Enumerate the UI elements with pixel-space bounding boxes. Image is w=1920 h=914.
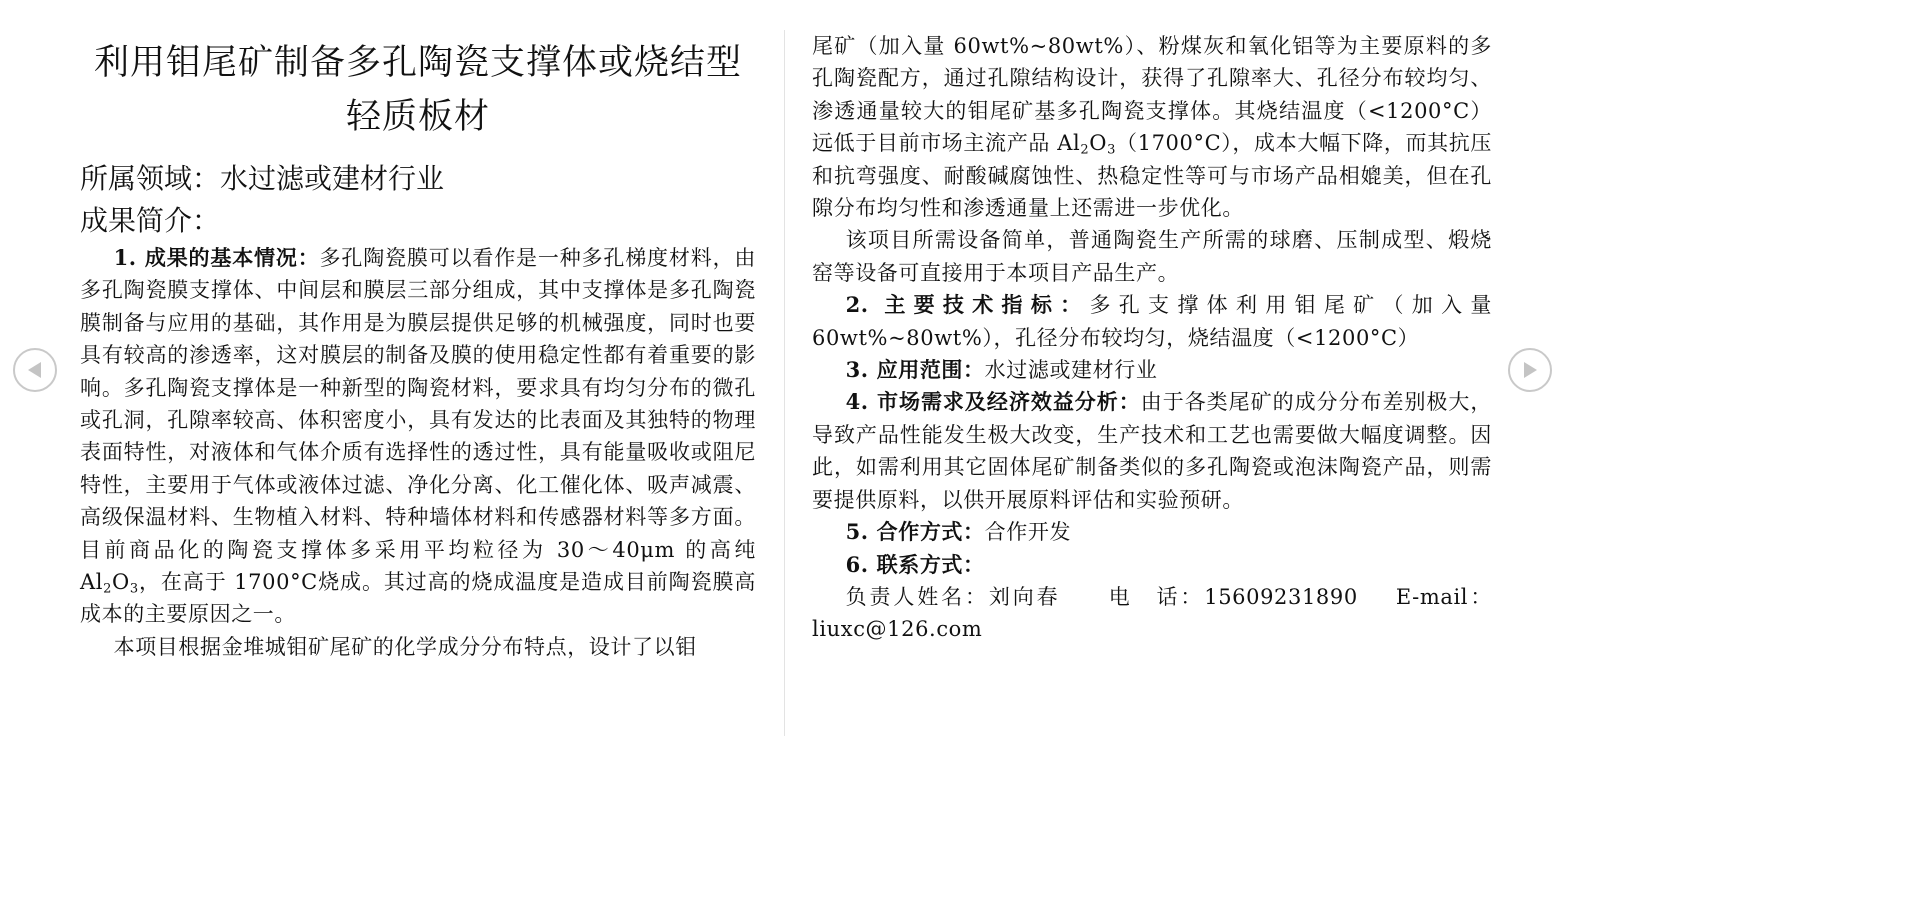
intro-heading: 成果简介： bbox=[80, 204, 221, 237]
equipment-paragraph: 该项目所需设备简单，普通陶瓷生产所需的球磨、压制成型、煅烧窑等设备可直接用于本项目产品生产。 bbox=[812, 228, 1492, 285]
oxygen-symbol: O bbox=[111, 570, 130, 595]
contact-name: 刘向春 bbox=[988, 584, 1061, 609]
section-5-text: 合作开发 bbox=[984, 520, 1072, 545]
contact-name-label: 负责人姓名： bbox=[845, 584, 989, 609]
field-label: 所属领域： bbox=[80, 162, 221, 195]
project-text-b: （1700°C），成本大幅下降，而其抗压和抗弯强度、耐酸碱腐蚀性、热稳定性等可与市场产品相媲美，但在孔隙分布均匀性和渗透通量上还需进一步优化。 bbox=[812, 131, 1492, 221]
chevron-right-icon bbox=[1510, 350, 1550, 390]
subscript-3: 3 bbox=[129, 581, 139, 597]
section-1-text-a: 多孔陶瓷膜可以看作是一种多孔梯度材料，由多孔陶瓷膜支撑体、中间层和膜层三部分组成，其中支撑体是多孔陶瓷膜制备与应用的基础，其作用是为膜层提供足够的机械强度，同时也要具有较高的渗透率，这对膜层的制备及膜的使用稳定性都有着重要的影响。多孔陶瓷支撑体是一种新型的陶瓷材料，要求具有均匀分布的微孔或孔洞，孔隙率较高、体积密度小，具有发达的比表面及其独特的物理表面特性，对液体和气体介质有选择性的透过性，具有能量吸收或阻尼特性，主要用于气体或液体过滤、净化分离、化工催化体、吸声减震、高级保温材料、生物植入材料、特种墙体材料和传感器材料等多方面。目前商品化的陶瓷支撑体多采用平均粒径为 30～40μm 的高纯 Al bbox=[80, 246, 756, 595]
section-2-text: 多孔支撑体利用钼尾矿（加入量 60wt%~80wt%），孔径分布较均匀，烧结温度（<1200°C） bbox=[812, 293, 1492, 350]
section-1-text-b: ，在高于 1700°C烧成。其过高的烧成温度是造成目前陶瓷膜高成本的主要原因之一。 bbox=[80, 570, 756, 627]
section-5-label: 5. 合作方式： bbox=[845, 519, 985, 545]
email-address: liuxc@126.com bbox=[812, 617, 983, 642]
document-title: 利用钼尾矿制备多孔陶瓷支撑体或烧结型轻质板材 bbox=[93, 43, 742, 137]
chevron-left-icon bbox=[15, 350, 55, 390]
contact-paragraph bbox=[812, 581, 1492, 646]
page-divider bbox=[784, 30, 785, 736]
field-heading bbox=[80, 158, 756, 200]
section-3-text: 水过滤或建材行业 bbox=[984, 358, 1158, 383]
previous-page-button[interactable] bbox=[13, 348, 57, 392]
subscript-3: 3 bbox=[1107, 142, 1116, 158]
section-4-label: 4. 市场需求及经济效益分析： bbox=[845, 389, 1141, 415]
left-page bbox=[80, 30, 756, 663]
section-2-paragraph bbox=[812, 289, 1492, 354]
subscript-2: 2 bbox=[103, 581, 112, 597]
project-paragraph-start: 本项目根据金堆城钼矿尾矿的化学成分分布特点，设计了以钼 bbox=[113, 634, 697, 659]
section-2-label: 2. 主要技术指标： bbox=[845, 292, 1090, 318]
section-5-paragraph bbox=[812, 516, 1492, 548]
section-4-paragraph bbox=[812, 386, 1492, 516]
oxygen-symbol: O bbox=[1089, 131, 1108, 156]
field-value: 水过滤或建材行业 bbox=[220, 162, 445, 195]
section-3-paragraph bbox=[812, 354, 1492, 386]
section-4-text: 由于各类尾矿的成分分布差别极大，导致产品性能发生极大改变，生产技术和工艺也需要做大幅度调整。因此，如需利用其它固体尾矿制备类似的多孔陶瓷或泡沫陶瓷产品，则需要提供原料，以供开展原料评估和实验预研。 bbox=[812, 390, 1492, 512]
phone-label: 电 话： bbox=[1106, 584, 1205, 609]
phone-number: 15609231890 bbox=[1204, 584, 1358, 609]
section-1-paragraph bbox=[80, 242, 756, 631]
next-page-button[interactable] bbox=[1508, 348, 1552, 392]
section-3-label: 3. 应用范围： bbox=[845, 357, 985, 383]
section-1-label: 1. 成果的基本情况： bbox=[113, 245, 320, 270]
right-page bbox=[812, 30, 1492, 646]
project-text-a: 尾矿（加入量 60wt%~80wt%）、粉煤灰和氧化铝等为主要原料的多孔陶瓷配方，通过孔隙结构设计，获得了孔隙率大、孔径分布较均匀、渗透通量较大的钼尾矿基多孔陶瓷支撑体。其烧结温度（<1200°C）远低于目前市场主流产品 Al bbox=[812, 34, 1492, 156]
subscript-2: 2 bbox=[1080, 142, 1090, 158]
project-paragraph-continued bbox=[812, 30, 1492, 224]
email-label: E-mail： bbox=[1395, 584, 1492, 609]
section-6-label: 6. 联系方式： bbox=[845, 551, 985, 577]
section-6-paragraph bbox=[812, 549, 1492, 581]
